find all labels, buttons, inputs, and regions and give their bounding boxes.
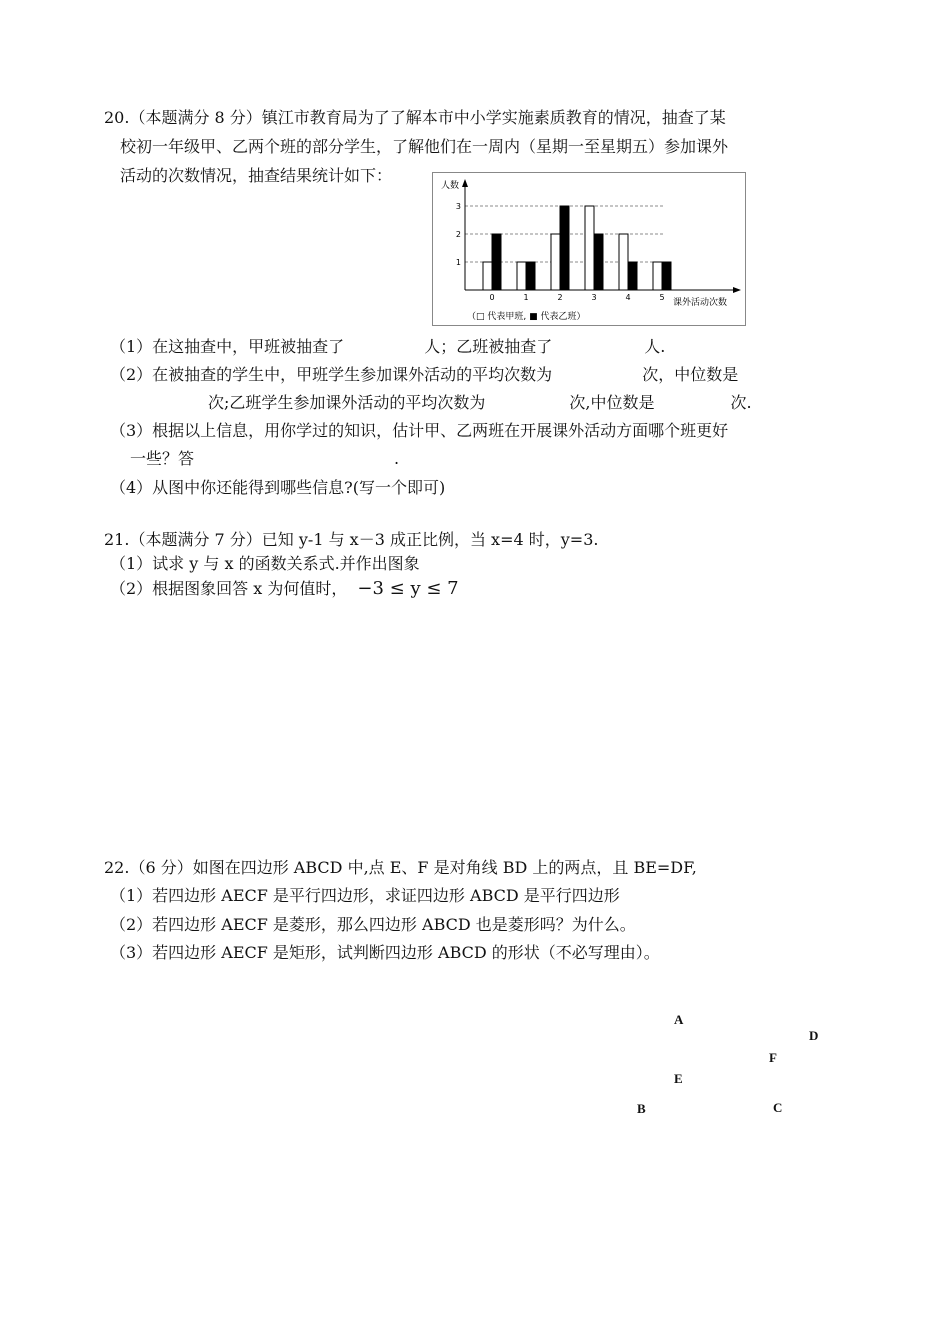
bar-yi	[526, 262, 535, 290]
bar-yi	[492, 234, 501, 290]
point-label-c: C	[773, 1100, 783, 1115]
q21-part1: （1）试求 y 与 x 的函数关系式.并作出图象	[110, 554, 420, 573]
x-tick-label: 3	[591, 293, 597, 302]
q20-line3: 活动的次数情况，抽查结果统计如下：	[120, 166, 393, 185]
y-tick-label: 1	[455, 258, 461, 267]
bar-yi	[594, 234, 603, 290]
q22-line1: 22.（6 分）如图在四边形 ABCD 中,点 E、F 是对角线 BD 上的两点，且 BE=DF,	[104, 858, 697, 877]
q20-part1-text-c: 人.	[644, 337, 666, 356]
y-axis-label: 人数	[441, 181, 460, 191]
y-tick-label: 2	[455, 230, 461, 239]
bar-yi	[628, 262, 637, 290]
bar-jia	[517, 262, 526, 290]
q20-part3-period: .	[394, 449, 400, 468]
y-axis-arrow	[462, 179, 468, 187]
point-label-b: B	[637, 1101, 646, 1116]
bar-yi	[560, 206, 569, 290]
q20-part2-cont	[208, 392, 752, 414]
x-tick-label: 1	[523, 293, 529, 302]
q20-line2: 校初一年级甲、乙两个班的部分学生，了解他们在一周内（星期一至星期五）参加课外	[120, 137, 729, 156]
x-tick-label: 2	[557, 293, 563, 302]
bar-jia	[585, 206, 594, 290]
q22-part3: （3）若四边形 AECF 是矩形，试判断四边形 ABCD 的形状（不必写理由）。	[110, 943, 660, 962]
q20-part2-text-e: 次.	[730, 393, 752, 412]
point-label-d: D	[809, 1028, 819, 1043]
bar-jia	[653, 262, 662, 290]
point-label-f: F	[769, 1050, 777, 1065]
q20-part1-text-a: （1）在这抽查中，甲班被抽查了	[110, 337, 345, 356]
bar-yi	[662, 262, 671, 290]
q20-part2-text-d: 次,中位数是	[569, 393, 655, 412]
bar-jia	[551, 234, 560, 290]
q20-part2	[110, 364, 738, 386]
q21-part2	[110, 578, 459, 600]
q20-part3-answer-label: 一些？答	[130, 449, 195, 468]
y-tick-label: 3	[455, 202, 461, 211]
bar-jia	[619, 234, 628, 290]
q22-part2: （2）若四边形 AECF 是菱形，那么四边形 ABCD 也是菱形吗？为什么。	[110, 915, 636, 934]
point-label-e: E	[674, 1071, 683, 1086]
q21-part2-text: （2）根据图象回答 x 为何值时，	[110, 579, 348, 598]
q20-part1	[110, 336, 665, 358]
q20-part4: （4）从图中你还能得到哪些信息?(写一个即可)	[110, 478, 446, 497]
q20-part2-text-c: 次;乙班学生参加课外活动的平均次数为	[208, 393, 486, 412]
bar-chart-svg	[433, 173, 745, 325]
bar-chart	[432, 172, 746, 326]
q20-part1-text-b: 人；乙班被抽查了	[424, 337, 553, 356]
q20-part3-cont	[130, 448, 399, 470]
x-axis-arrow	[733, 287, 741, 293]
point-label-a: A	[674, 1012, 684, 1027]
q20-part2-text-a: （2）在被抽查的学生中，甲班学生参加课外活动的平均次数为	[110, 365, 553, 384]
q21-inequality: −3 ≤ y ≤ 7	[357, 578, 459, 599]
q22-part1: （1）若四边形 AECF 是平行四边形，求证四边形 ABCD 是平行四边形	[110, 886, 620, 905]
q20-part2-text-b: 次，中位数是	[642, 365, 739, 384]
q20-part3: （3）根据以上信息，用你学过的知识，估计甲、乙两班在开展课外活动方面哪个班更好	[110, 421, 729, 440]
x-axis-label: 课外活动次数	[673, 298, 728, 308]
q20-line1: 20.（本题满分 8 分）镇江市教育局为了了解本市中小学实施素质教育的情况，抽查了某	[104, 108, 726, 127]
legend: （□ 代表甲班, ■ 代表乙班）	[467, 312, 586, 322]
bar-jia	[483, 262, 492, 290]
q21-line1: 21.（本题满分 7 分）已知 y-1 与 x－3 成正比例，当 x=4 时，y=3.	[104, 530, 599, 549]
x-tick-label: 4	[625, 293, 631, 302]
x-tick-label: 0	[489, 293, 495, 302]
x-tick-label: 5	[659, 293, 665, 302]
